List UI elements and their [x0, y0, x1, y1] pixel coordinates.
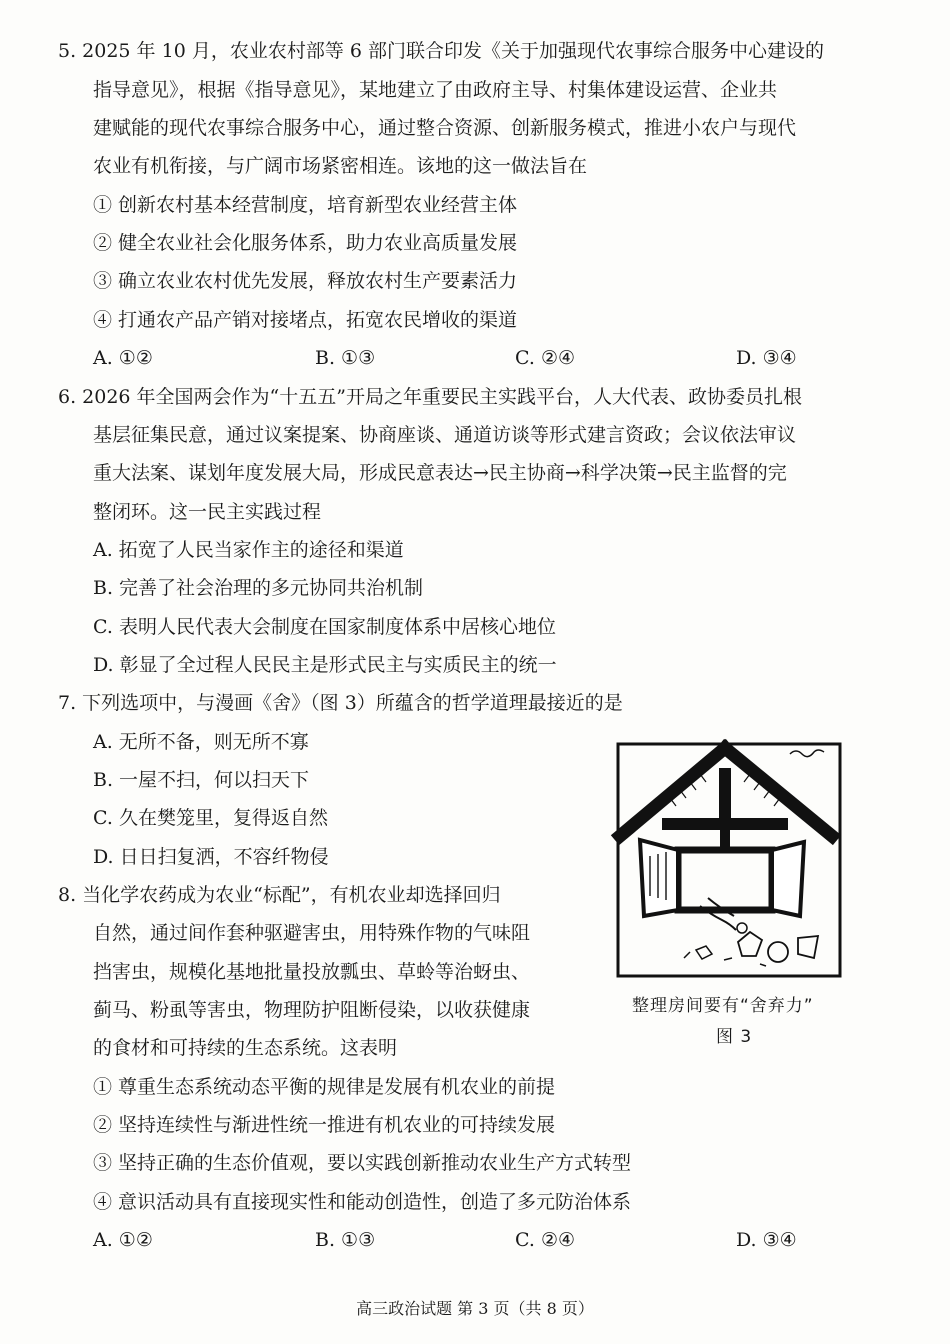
q8-stem-line-2: 自然，通过间作套种驱避害虫，用特殊作物的气味阻: [93, 922, 531, 944]
q5-item-1: ① 创新农村基本经营制度，培育新型农业经营主体: [93, 194, 518, 216]
q6-option-a: A. 拓宽了人民当家作主的途径和渠道: [93, 539, 404, 561]
q6-option-c: C. 表明人民代表大会制度在国家制度体系中居核心地位: [93, 616, 556, 638]
q7-option-a: A. 无所不备，则无所不寡: [93, 731, 309, 753]
q8-item-1: ① 尊重生态系统动态平衡的规律是发展有机农业的前提: [93, 1076, 556, 1098]
q5-choice-a: A. ①②: [93, 347, 153, 369]
q8-stem-line-4: 蓟马、粉虱等害虫，物理防护阻断侵染，以收获健康: [93, 999, 531, 1021]
q8-choice-a: A. ①②: [93, 1229, 153, 1251]
q7-option-c: C. 久在樊笼里，复得返自然: [93, 807, 328, 829]
q6-stem-line-3: 重大法案、谋划年度发展大局，形成民意表达→民主协商→科学决策→民主监督的完: [93, 462, 787, 484]
q6-stem-line-2: 基层征集民意，通过议案提案、协商座谈、通道访谈等形式建言资政；会议依法审议: [93, 424, 797, 446]
q5-stem-line-3: 建赋能的现代农事综合服务中心，通过整合资源、创新服务模式，推进小农户与现代: [93, 117, 797, 139]
q5-stem-line-4: 农业有机衔接，与广阔市场紧密相连。该地的这一做法旨在: [93, 155, 588, 177]
q8-choice-d: D. ③④: [736, 1229, 797, 1251]
q6-option-b: B. 完善了社会治理的多元协同共治机制: [93, 577, 424, 599]
q8-choice-c: C. ②④: [515, 1229, 576, 1251]
q5-stem-line-1: 5. 2025 年 10 月，农业农村部等 6 部门联合印发《关于加强现代农事综合服务中心建设的: [58, 40, 824, 62]
q5-choice-b: B. ①③: [315, 347, 376, 369]
q8-stem-line-3: 挡害虫，规模化基地批量投放瓢虫、草蛉等治蚜虫、: [93, 961, 531, 983]
q7-stem: 7. 下列选项中，与漫画《舍》（图 3）所蕴含的哲学道理最接近的是: [58, 692, 623, 714]
q5-stem-line-2: 指导意见》，根据《指导意见》，某地建立了由政府主导、村集体建设运营、企业共: [93, 79, 778, 101]
q5-item-4: ④ 打通农产品产销对接堵点，拓宽农民增收的渠道: [93, 309, 518, 331]
q8-choice-b: B. ①③: [315, 1229, 376, 1251]
q5-item-3: ③ 确立农业农村优先发展，释放农村生产要素活力: [93, 270, 518, 292]
q8-stem-line-5: 的食材和可持续的生态系统。这表明: [93, 1037, 398, 1059]
page-footer: 高三政治试题 第 3 页（共 8 页）: [356, 1299, 594, 1318]
cartoon-figure-3: [600, 738, 850, 988]
q7-option-d: D. 日日扫复洒，不容纤物侵: [93, 846, 329, 868]
q6-option-d: D. 彰显了全过程人民民主是形式民主与实质民主的统一: [93, 654, 557, 676]
figure-caption: 整理房间要有“舍弃力”: [632, 996, 814, 1016]
q8-stem-line-1: 8. 当化学农药成为农业“标配”，有机农业却选择回归: [58, 884, 501, 906]
q8-item-4: ④ 意识活动具有直接现实性和能动创造性，创造了多元防治体系: [93, 1191, 632, 1213]
q5-choice-c: C. ②④: [515, 347, 576, 369]
q7-option-b: B. 一屋不扫，何以扫天下: [93, 769, 310, 791]
figure-label: 图 3: [716, 1027, 753, 1047]
q8-item-2: ② 坚持连续性与渐进性统一推进有机农业的可持续发展: [93, 1114, 556, 1136]
q8-item-3: ③ 坚持正确的生态价值观，要以实践创新推动农业生产方式转型: [93, 1152, 632, 1174]
q5-choice-d: D. ③④: [736, 347, 797, 369]
q6-stem-line-4: 整闭环。这一民主实践过程: [93, 501, 322, 523]
q5-item-2: ② 健全农业社会化服务体系，助力农业高质量发展: [93, 232, 518, 254]
q6-stem-line-1: 6. 2026 年全国两会作为“十五五”开局之年重要民主实践平台，人大代表、政协委员扎根: [58, 386, 802, 408]
